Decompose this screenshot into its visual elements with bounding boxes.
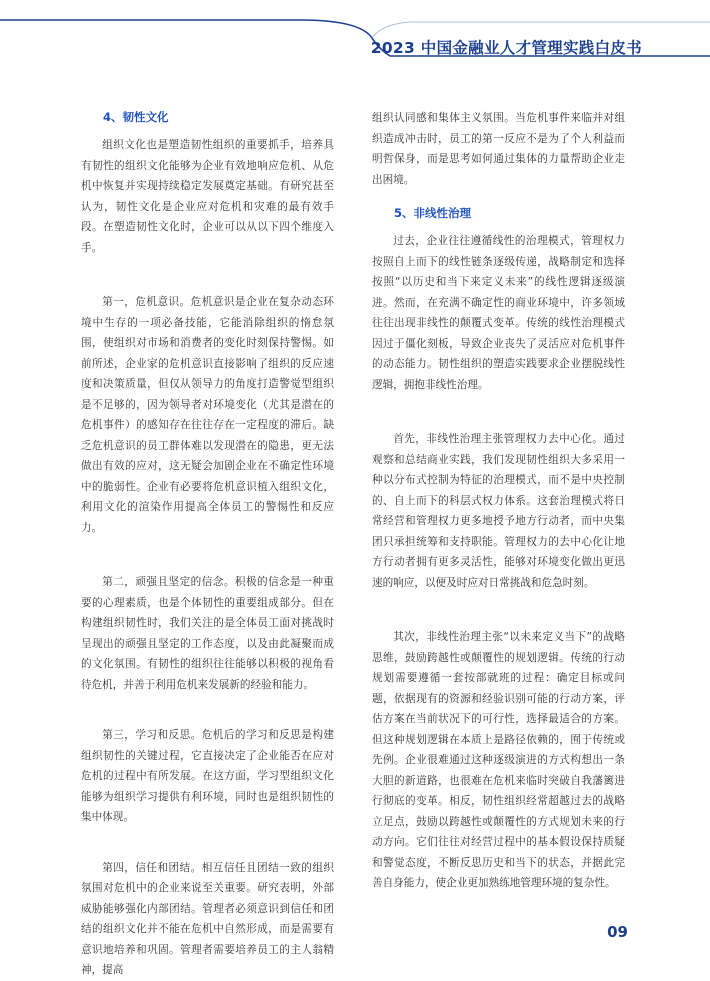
section-heading-nonlinear-governance: 5、非线性治理 — [394, 206, 472, 220]
header-swoosh — [0, 0, 710, 70]
paragraph-continuation: 组织认同感和集体主义氛围。当危机事件来临并对组织造成冲击时，员工的第一反应不是为了个人利益而明哲保身，而是思考如何通过集体的力量帮助企业走出困境。 — [372, 112, 625, 186]
paragraph: 第四，信任和团结。相互信任且团结一致的组织氛围对危机中的企业来说至关重要。研究表明，外部威胁能够强化内部团结。管理者必须意识到信任和团结的组织文化并不能在危机中自然形成，而是需要有意识地培养和巩固。管理者需要培养员工的主人翁精神，提高 — [81, 861, 334, 976]
header-title: 2023 中国金融业人才管理实践白皮书 — [370, 39, 642, 57]
paragraph: 第三，学习和反思。危机后的学习和反思是构建组织韧性的关键过程，它直接决定了企业能否在应对危机的过程中有所发展。在这方面，学习型组织文化能够为组织学习提供有利环境，同时也是组织韧性的集中体现。 — [81, 729, 334, 823]
page-number: 09 — [607, 923, 628, 941]
paragraph: 其次，非线性治理主张“以未来定义当下”的战略思维，鼓励跨越性或颠覆性的规划逻辑。传统的行动规划需要遵循一套按部就班的过程：确定目标或问题，依据现有的资源和经验识别可能的行动方案，评估方案在当前状况下的可行性，选择最适合的方案。但这种规划逻辑在本质上是路径依赖的，囿于传统或先例。企业很难通过这种逐级演进的方式构想出一条大胆的新道路，也很难在危机来临时突破自我藩篱进行彻底的变革。相反，韧性组织经常超越过去的战略立足点，鼓励以跨越性或颠覆性的方式规划未来的行动方向。它们往往对经营过程中的基本假设保持质疑和警觉态度，不断反思历史和当下的状态，并据此完善自身能力，使企业更加熟练地管理环境的复杂性。 — [372, 631, 625, 889]
paragraph: 组织文化也是塑造韧性组织的重要抓手，培养具有韧性的组织文化能够为企业有效地响应危机、从危机中恢复并实现持续稳定发展奠定基础。有研究甚至认为，韧性文化是企业应对危机和灾难的最有效手段。在塑造韧性文化时，企业可以从以下四个维度入手。 — [81, 139, 334, 254]
header-band — [0, 0, 710, 70]
left-column — [81, 108, 334, 981]
paragraph: 过去，企业往往遵循线性的治理模式，管理权力按照自上而下的线性链条逐级传递，战略制定和选择按照“以历史和当下来定义未来”的线性逻辑逐级演进。然而，在充满不确定性的商业环境中，许多领域往往出现非线性的颠覆式变革。传统的线性治理模式因过于僵化刻板，导致企业丧失了灵活应对危机事件的动态能力。韧性组织的塑造实践要求企业摆脱线性逻辑，拥抱非线性治理。 — [372, 235, 625, 391]
paragraph: 第一，危机意识。危机意识是企业在复杂动态环境中生存的一项必备技能，它能消除组织的惰怠氛围，使组织对市场和消费者的变化时刻保持警惕。如前所述，企业家的危机意识直接影响了组织的反应速度和决策质量，但仅从领导力的角度打造警觉型组织是不足够的，因为领导者对环境变化（尤其是潜在的危机事件）的感知存在往往存在一定程度的滞后。缺乏危机意识的员工群体难以发现潜在的隐患，更无法做出有效的应对，这无疑会加剧企业在不确定性环境中的脆弱性。企业有必要将危机意识植入组织文化，利用文化的渲染作用提高全体员工的警惕性和反应力。 — [81, 296, 334, 534]
section-heading-resilient-culture: 4、韧性文化 — [103, 110, 169, 124]
right-column — [372, 108, 625, 894]
paragraph: 第二，顽强且坚定的信念。积极的信念是一种重要的心理素质，也是个体韧性的重要组成部分。但在构建组织韧性时，我们关注的是全体员工面对挑战时呈现出的顽强且坚定的工作态度，以及由此凝聚而成的文化氛围。有韧性的组织往往能够以积极的视角看待危机，并善于利用危机来发展新的经验和能力。 — [81, 576, 334, 691]
paragraph: 首先，非线性治理主张管理权力去中心化。通过观察和总结商业实践，我们发现韧性组织大多采用一种以分布式控制为特征的治理模式，而不是中央控制的、自上而下的科层式权力体系。这套治理模式将日常经营和管理权力更多地授予地方行动者，而中央集团只承担统筹和支持职能。管理权力的去中心化让地方行动者拥有更多灵活性，能够对环境变化做出更迅速的响应，以便及时应对日常挑战和危急时刻。 — [372, 433, 625, 589]
